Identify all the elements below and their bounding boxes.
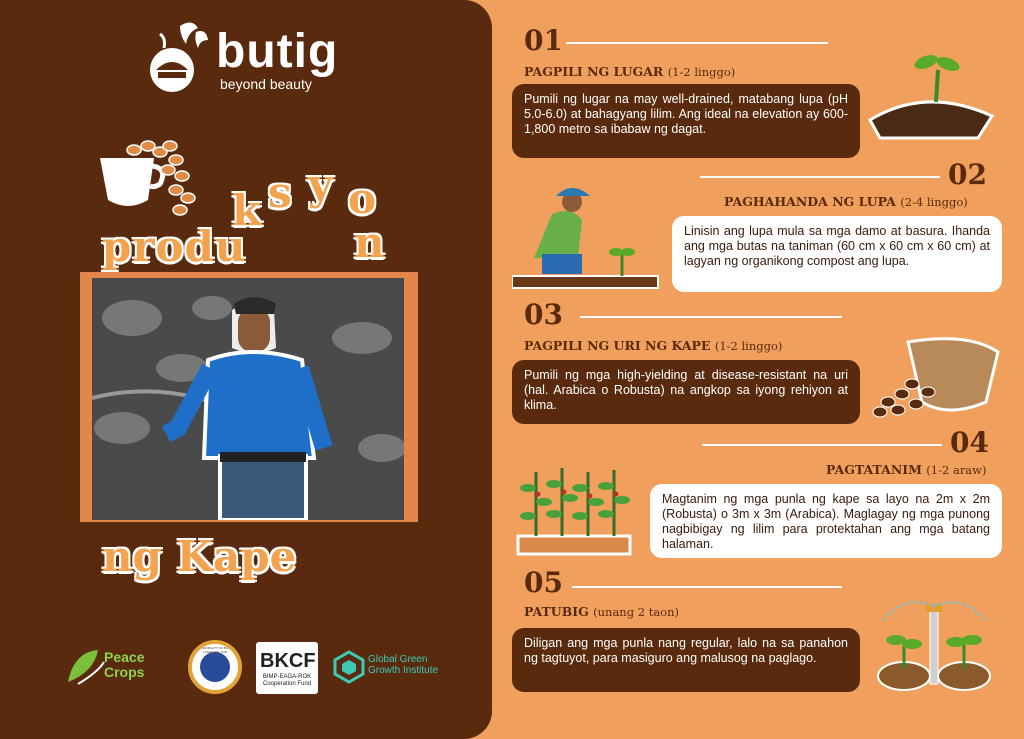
step-card: Linisin ang lupa mula sa mga damo at basura. Ihanda ang mga butas na taniman (60 cm x 60 cm x 60 cm) at lagyan ng organikong compost ang lupa.: [672, 216, 1002, 292]
sprout-soil-icon: [866, 42, 996, 142]
farmer-planting-icon: [512, 180, 662, 290]
step-title: PAGPILI NG LUGAR (1-2 linggo): [524, 64, 736, 79]
step-number: 04: [950, 426, 989, 459]
headline-word-part: produ: [102, 222, 247, 271]
divider: [580, 316, 842, 318]
step-title: PAGTATANIM (1-2 araw): [826, 462, 987, 477]
headline-word-kape: ng Kape: [102, 532, 297, 581]
coffee-cup-icon: [94, 138, 204, 228]
divider: [572, 586, 842, 588]
coffee-plants-icon: [514, 458, 634, 558]
bkcf-logo: [256, 642, 318, 694]
brand-tagline: beyond beauty: [220, 76, 312, 92]
headline-letter: y: [308, 160, 333, 209]
step-number: 02: [948, 158, 987, 191]
step-number: 01: [524, 24, 563, 57]
step-card: Magtanim ng mga punla ng kape sa layo na 2m x 2m (Robusta) o 3m x 3m (Arabica). Maglagay ng mga punong nagbibigay ng lilim para protektahan ang mga batang halaman.: [650, 484, 1002, 558]
gggi-logo-icon: [332, 650, 366, 684]
divider: [702, 444, 942, 446]
coffee-sack-icon: [868, 332, 1008, 422]
bkcf-sub: BIMP-EAGA-ROK Cooperation Fund: [262, 674, 312, 687]
seal-text: MUNICIPALITY OF BUTIG LANAO DEL SUR: [197, 646, 233, 654]
headline-letter: k: [232, 186, 262, 235]
step-card: Pumili ng lugar na may well-drained, matabang lupa (pH 5.0-6.0) at bahagyang lilim. Ang ideal na elevation ay 600-1,800 metro sa ibabaw ng dagat.: [512, 84, 860, 158]
step-title: PAGPILI NG URI NG KAPE (1-2 linggo): [524, 338, 783, 353]
step-card: Diligan ang mga punla nang regular, lalo na sa panahon ng tagtuyot, para masiguro ang malusog na paglago.: [512, 628, 860, 692]
partner-gggi: Global Green Growth Institute: [368, 654, 439, 676]
butig-emblem-icon: [146, 18, 216, 98]
farmer-photo: [92, 278, 404, 520]
headline-letter: o: [348, 174, 377, 223]
divider: [566, 42, 828, 44]
partner-peace-crops: Peace Crops: [104, 649, 145, 680]
step-number: 03: [524, 298, 563, 331]
step-number: 05: [524, 566, 563, 599]
step-title: PAGHAHANDA NG LUPA (2-4 linggo): [724, 194, 968, 209]
farmer-illustration-icon: [92, 278, 404, 520]
brand-name: butig: [216, 25, 339, 78]
bkcf-label: BKCF: [260, 650, 316, 672]
butig-seal: [188, 640, 242, 694]
partner-logos: [64, 640, 484, 700]
step-title: PATUBIG (unang 2 taon): [524, 604, 680, 619]
divider: [700, 176, 940, 178]
headline-letter: s: [268, 168, 292, 217]
headline-letter: n: [354, 218, 385, 267]
butig-logo: [146, 18, 346, 98]
step-card: Pumili ng mga high-yielding at disease-resistant na uri (hal. Arabica o Robusta) na angkop sa iyong rehiyon at klima.: [512, 360, 860, 424]
irrigation-sprinkler-icon: [874, 590, 994, 700]
